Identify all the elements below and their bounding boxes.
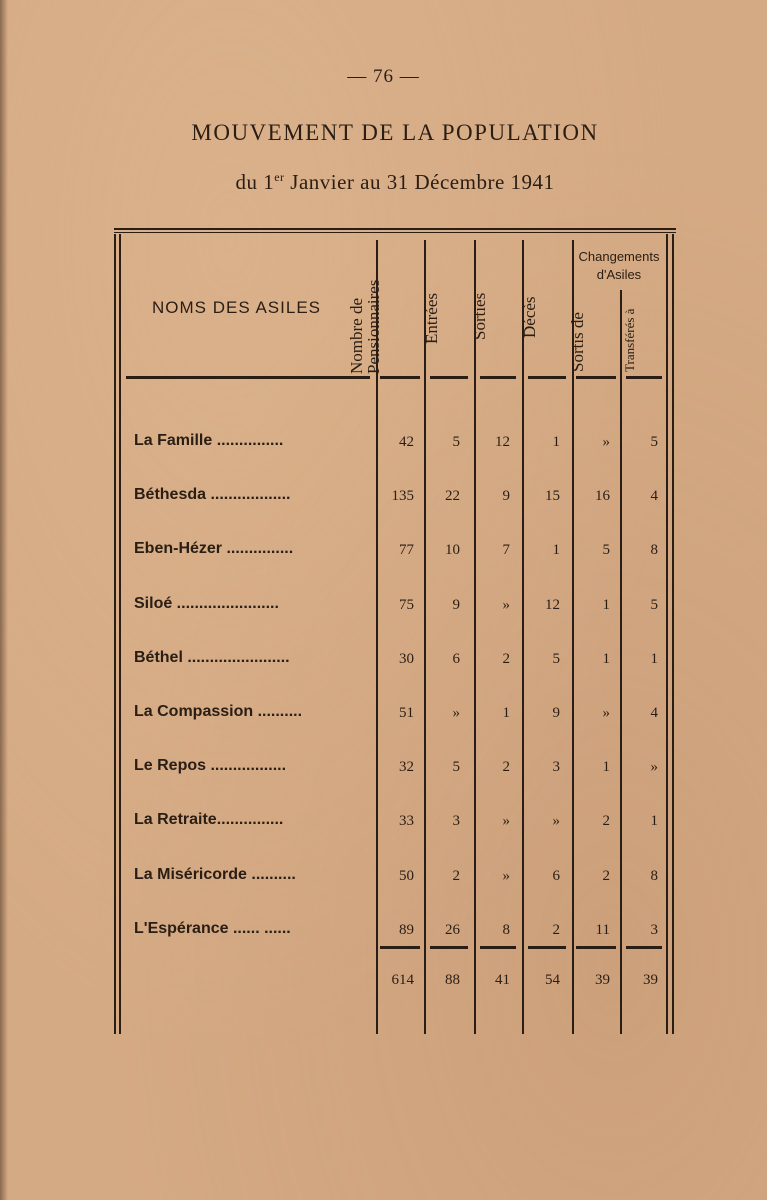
row-label: La Retraite............... [134, 811, 284, 828]
cell-entrees: 5 [452, 759, 460, 775]
cell-pension: 30 [399, 651, 414, 667]
population-table: NOMS DES ASILES Nombre de Pensionnaires Entrées Sorties Décès Changements d'Asiles Sortis de Transférés à La Famille ............... 42 5 12 1 » 5 Béthesda .................. 135 22 9 15 16 4 Eben-Hézer ............... 77 10 7 1 5 8 Siloé ....................... 75 9 » 12 1 5 Béthel ....................... 30 6 2 5 1 1 La Compassion .......... 51 » 1 9 » 4 Le Repos ................. 32 5 2 3 1 » La Retraite............... 33 3 » » 2 1 La Miséricorde .......... 50 2 » 6 2 8 L'Espérance ...... ...... 89 26 8 2 11 3 614 88 41 54 39 39 [114, 228, 676, 1036]
row-label: La Compassion .......... [134, 703, 303, 720]
table-top-rule [114, 228, 676, 233]
cell-entrees: 22 [445, 488, 460, 504]
total-rule-transferes [626, 946, 662, 949]
total-pension: 614 [391, 972, 414, 988]
cell-entrees: 26 [445, 922, 460, 938]
cell-deces: 1 [552, 434, 560, 450]
page-title: MOUVEMENT DE LA POPULATION [191, 120, 599, 145]
header-rule-entrees [430, 376, 468, 379]
cell-pension: 33 [399, 813, 414, 829]
cell-transferes: 1 [650, 813, 658, 829]
cell-deces: 5 [552, 651, 560, 667]
cell-sorties: 2 [502, 651, 510, 667]
subtitle-superscript: er [274, 170, 285, 184]
cell-deces: » [552, 813, 560, 829]
cell-deces: 1 [552, 542, 560, 558]
cell-sorties: 12 [495, 434, 510, 450]
cell-pension: 77 [399, 542, 414, 558]
cell-deces: 9 [552, 705, 560, 721]
cell-transferes: 4 [650, 705, 658, 721]
cell-entrees: 6 [452, 651, 460, 667]
cell-sorties: 9 [502, 488, 510, 504]
row-label: Siloé ....................... [134, 595, 279, 612]
cell-transferes: 5 [650, 597, 658, 613]
header-rule-deces [528, 376, 566, 379]
cell-transferes: 1 [650, 651, 658, 667]
subtitle-prefix: du 1 [235, 170, 275, 194]
row-label: La Miséricorde .......... [134, 866, 296, 883]
row-label: Le Repos ................. [134, 757, 287, 774]
row-label: Eben-Hézer ............... [134, 540, 294, 557]
column-header-changements: Changements d'Asiles [578, 249, 660, 282]
cell-sortis-de: 1 [602, 759, 610, 775]
total-sortis-de: 39 [595, 972, 610, 988]
cell-deces: 12 [545, 597, 560, 613]
cell-entrees: 2 [452, 868, 460, 884]
cell-entrees: 10 [445, 542, 460, 558]
cell-pension: 51 [399, 705, 414, 721]
cell-sortis-de: 11 [595, 922, 610, 938]
cell-sortis-de: » [602, 434, 610, 450]
column-header-pension-line2: Pensionnaires [364, 279, 383, 374]
row-label: La Famille ............... [134, 432, 284, 449]
cell-pension: 32 [399, 759, 414, 775]
total-rule-pension [380, 946, 420, 949]
cell-transferes: 8 [650, 868, 658, 884]
cell-deces: 6 [552, 868, 560, 884]
cell-sorties: » [502, 597, 510, 613]
header-rule-transferes [626, 376, 662, 379]
cell-transferes: » [650, 759, 658, 775]
cell-sortis-de: 1 [602, 597, 610, 613]
cell-sortis-de: 5 [602, 542, 610, 558]
column-header-names: NOMS DES ASILES [152, 298, 321, 317]
cell-sortis-de: 2 [602, 868, 610, 884]
cell-pension: 89 [399, 922, 414, 938]
cell-deces: 15 [545, 488, 560, 504]
column-header-pension-line1: Nombre de [347, 297, 366, 374]
cell-sortis-de: » [602, 705, 610, 721]
header-rule-names [126, 376, 370, 379]
cell-sortis-de: 2 [602, 813, 610, 829]
table-left-rule [114, 234, 116, 1034]
total-deces: 54 [545, 972, 560, 988]
total-sorties: 41 [495, 972, 510, 988]
cell-sorties: » [502, 813, 510, 829]
row-label: Béthel ....................... [134, 649, 290, 666]
cell-deces: 2 [552, 922, 560, 938]
total-rule-deces [528, 946, 566, 949]
cell-deces: 3 [552, 759, 560, 775]
row-label: L'Espérance ...... ...... [134, 920, 291, 937]
cell-sorties: » [502, 868, 510, 884]
cell-entrees: 9 [452, 597, 460, 613]
col-divider-entrees [424, 240, 426, 1034]
col-divider-sorties [474, 240, 476, 1034]
total-rule-sortis [576, 946, 616, 949]
cell-pension: 135 [391, 488, 414, 504]
cell-pension: 75 [399, 597, 414, 613]
cell-transferes: 4 [650, 488, 658, 504]
cell-transferes: 8 [650, 542, 658, 558]
col-divider-deces [522, 240, 524, 1034]
header-rule-sortis [576, 376, 616, 379]
cell-sorties: 1 [502, 705, 510, 721]
total-rule-entrees [430, 946, 468, 949]
cell-sorties: 2 [502, 759, 510, 775]
total-transferes: 39 [643, 972, 658, 988]
page-number: — 76 — [347, 66, 420, 87]
cell-entrees: 3 [452, 813, 460, 829]
table-right-rule-outer [672, 234, 674, 1034]
cell-pension: 50 [399, 868, 414, 884]
header-rule-sorties [480, 376, 516, 379]
header-rule-pension [380, 376, 420, 379]
page-subtitle [0, 170, 767, 195]
total-rule-sorties [480, 946, 516, 949]
cell-pension: 42 [399, 434, 414, 450]
subtitle-suffix: Janvier au 31 Décembre 1941 [284, 170, 555, 194]
cell-entrees: » [452, 705, 460, 721]
cell-transferes: 3 [650, 922, 658, 938]
row-label: Béthesda .................. [134, 486, 291, 503]
table-left-rule-inner [119, 234, 121, 1034]
cell-sorties: 8 [502, 922, 510, 938]
total-entrees: 88 [445, 972, 460, 988]
table-right-rule [666, 234, 668, 1034]
cell-sortis-de: 1 [602, 651, 610, 667]
cell-transferes: 5 [650, 434, 658, 450]
cell-sortis-de: 16 [595, 488, 610, 504]
cell-sorties: 7 [502, 542, 510, 558]
cell-entrees: 5 [452, 434, 460, 450]
